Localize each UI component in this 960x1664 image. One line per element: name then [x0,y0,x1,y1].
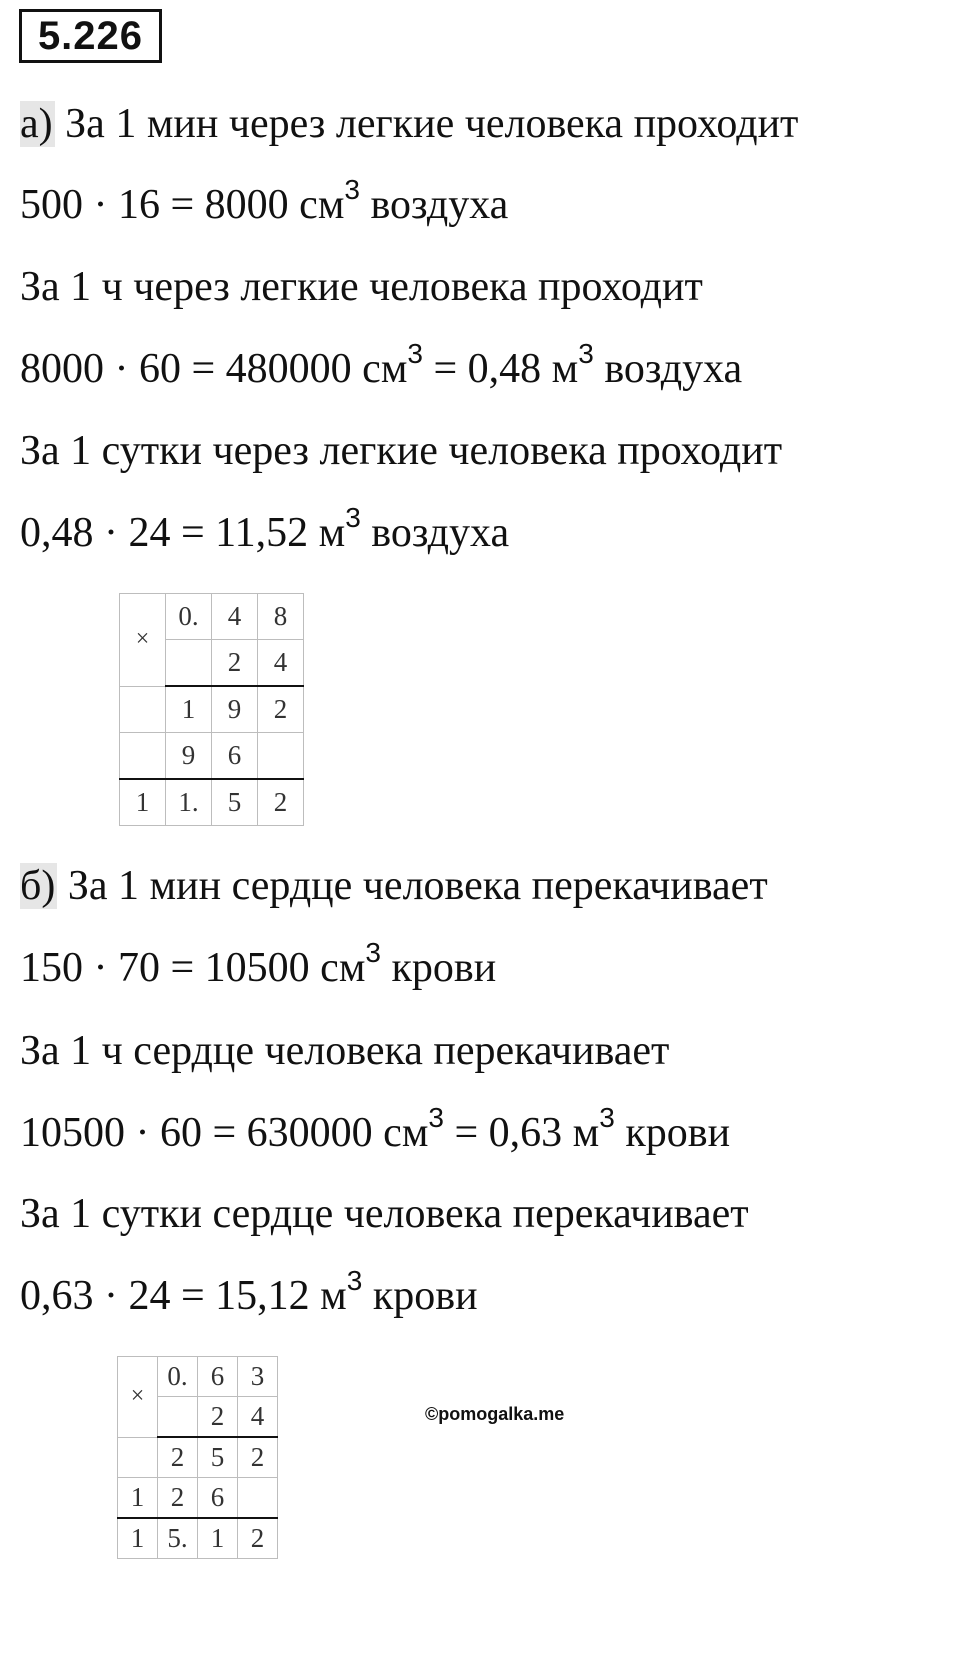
calc-cell: 1 [198,1518,238,1559]
part-b-column-multiplication [117,1356,278,1559]
calc-cell: 2 [258,779,304,826]
calc-cell: 1 [118,1478,158,1519]
calc-row [120,733,304,780]
calc-cell [120,686,166,733]
calc-cell [118,1437,158,1478]
calc-row [118,1357,278,1397]
calc-cell [158,1397,198,1438]
part-b-line-2: 150 · 70 = 10500 $см^3$ крови [20,937,497,991]
part-b-line-1: За 1 мин сердце человека перекачивает [67,863,768,909]
calc-cell: 2 [212,640,258,687]
part-b-line-5: За 1 сутки сердце человека перекачивает [20,1191,749,1237]
multiply-operator: × [118,1357,158,1438]
calc-cell [120,733,166,780]
part-b-intro [20,861,768,911]
calc-cell: 6 [212,733,258,780]
calc-cell: 4 [238,1397,278,1438]
calc-row [118,1437,278,1478]
calc-row [118,1518,278,1559]
calc-cell: 5 [198,1437,238,1478]
calc-cell: 4 [258,640,304,687]
part-a-line-5: За 1 сутки через легкие человека проходит [20,428,783,474]
calc-cell: 9 [166,733,212,780]
calc-row [120,686,304,733]
calc-cell: 8 [258,594,304,640]
calc-cell: 3 [238,1357,278,1397]
calc-cell: 6 [198,1357,238,1397]
calc-cell [258,733,304,780]
multiply-operator: × [120,594,166,687]
calc-row [120,779,304,826]
calc-cell: 0. [166,594,212,640]
part-b-line-6: 0,63 · 24 = 15,12 $м^3$ крови [20,1265,478,1319]
calc-cell: 2 [238,1518,278,1559]
part-b-line-4: 10500 · 60 = 630000 $см^3 = 0,63$ $м^3$ крови [20,1102,731,1156]
calc-cell: 2 [158,1478,198,1519]
problem-number: 5.226 [19,9,162,63]
calc-cell: 5 [212,779,258,826]
calc-cell: 1 [118,1518,158,1559]
calc-row [118,1478,278,1519]
calc-row [120,594,304,640]
calc-cell: 1 [166,686,212,733]
calc-cell [166,640,212,687]
part-b-line-3: За 1 ч сердце человека перекачивает [20,1028,670,1074]
watermark: ©pomogalka.me [425,1404,565,1424]
calc-cell: 6 [198,1478,238,1519]
part-a-line-1: За 1 мин через легкие человека проходит [65,101,799,147]
calc-cell: 2 [258,686,304,733]
calc-cell: 5. [158,1518,198,1559]
part-a-line-6: 0,48 · 24 = 11,52 $м^3$ воздуха [20,502,510,556]
calc-cell: 2 [238,1437,278,1478]
calc-cell: 2 [158,1437,198,1478]
part-a-intro [20,99,798,149]
calc-cell: 0. [158,1357,198,1397]
calc-cell: 2 [198,1397,238,1438]
part-a-column-multiplication [119,593,304,826]
calc-cell: 4 [212,594,258,640]
part-a-line-3: За 1 ч через легкие человека проходит [20,264,703,310]
calc-cell: 1 [120,779,166,826]
part-a-marker: а) [20,101,53,147]
calc-cell: 1. [166,779,212,826]
calc-cell: 9 [212,686,258,733]
part-a-line-4: 8000 · 60 = 480000 $см^3 = 0,48$ $м^3$ воздуха [20,338,743,392]
part-a-line-2: 500 · 16 = 8000 $см^3$ воздуха [20,174,509,228]
part-b-marker: б) [20,863,56,909]
calc-cell [238,1478,278,1519]
